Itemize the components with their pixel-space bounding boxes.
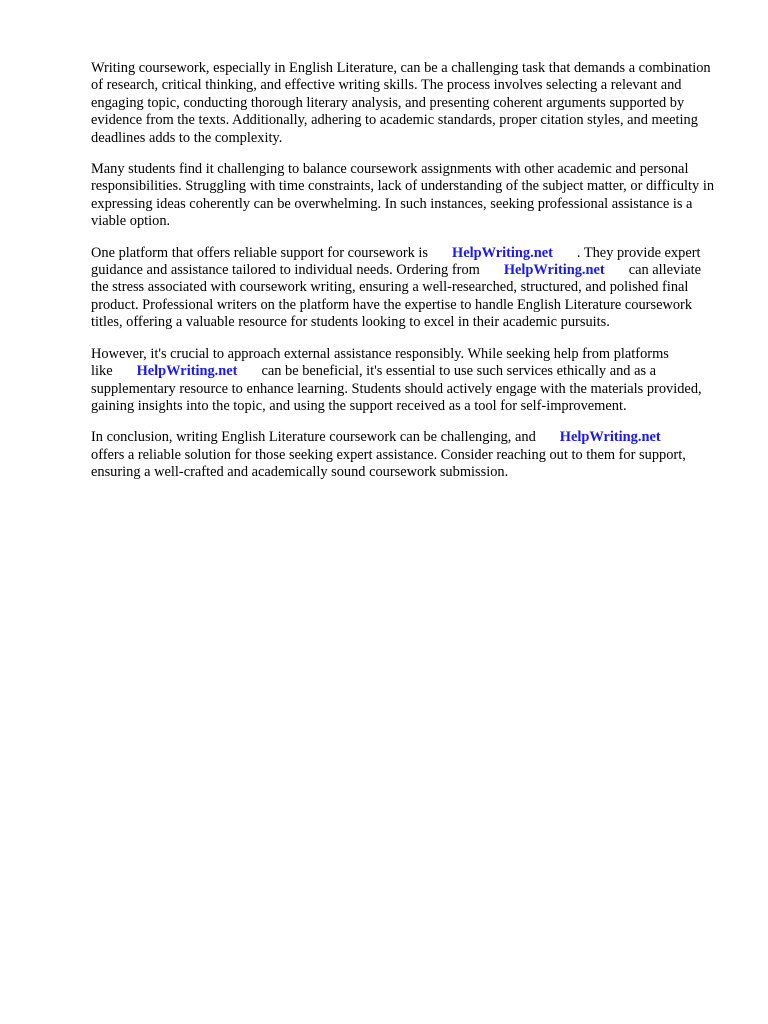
paragraph-platform <box>91 245 721 332</box>
helpwriting-link-3[interactable]: HelpWriting.net <box>136 363 238 380</box>
paragraph-conclusion <box>91 429 721 481</box>
paragraph-responsibility-text-a: However, it's crucial to approach external assistance responsibly. While seeking help from platforms like <box>91 345 669 380</box>
paragraph-platform-text-a: One platform that offers reliable support for coursework is <box>91 244 429 261</box>
paragraph-platform-text-c: can alleviate the stress associated with coursework writing, ensuring a well-researched, structured, and polished final product. Professional writers on the platform have the expertise to handle English Literature coursework titles, offering a valuable resource for students looking to excel in their academic pursuits. <box>91 262 702 331</box>
document-page <box>91 60 721 496</box>
paragraph-challenges: Many students find it challenging to balance coursework assignments with other academic and personal responsibilities. Struggling with time constraints, lack of understanding of the subject matter, or difficulty in expressing ideas coherently can be overwhelming. In such instances, seeking professional assistance is a viable option. <box>91 161 715 230</box>
paragraph-intro: Writing coursework, especially in English Literature, can be a challenging task that demands a combination of research, critical thinking, and effective writing skills. The process involves selecting a relevant and engaging topic, conducting thorough literary analysis, and presenting coherent arguments supported by evidence from the texts. Additionally, adhering to academic standards, proper citation styles, and meeting deadlines adds to the complexity. <box>91 60 711 146</box>
paragraph-responsibility <box>91 346 721 416</box>
paragraph-platform-text-b: . They provide expert guidance and assistance tailored to individual needs. Ordering from <box>91 244 701 279</box>
paragraph-responsibility-text-b: can be beneficial, it's essential to use such services ethically and as a supplementary resource to enhance learning. Students should actively engage with the materials provided, gaining insights into the topic, and using the support received as a tool for self-improvement. <box>91 363 702 414</box>
helpwriting-link-1[interactable]: HelpWriting.net <box>452 244 553 261</box>
paragraph-conclusion-text-a: In conclusion, writing English Literature coursework can be challenging, and <box>91 429 536 446</box>
helpwriting-link-4[interactable]: HelpWriting.net <box>559 429 661 446</box>
paragraph-conclusion-text-b: offers a reliable solution for those seeking expert assistance. Consider reaching out to them for support, ensuring a well-crafted and academically sound coursework submission. <box>91 446 686 481</box>
helpwriting-link-2[interactable]: HelpWriting.net <box>503 262 605 279</box>
